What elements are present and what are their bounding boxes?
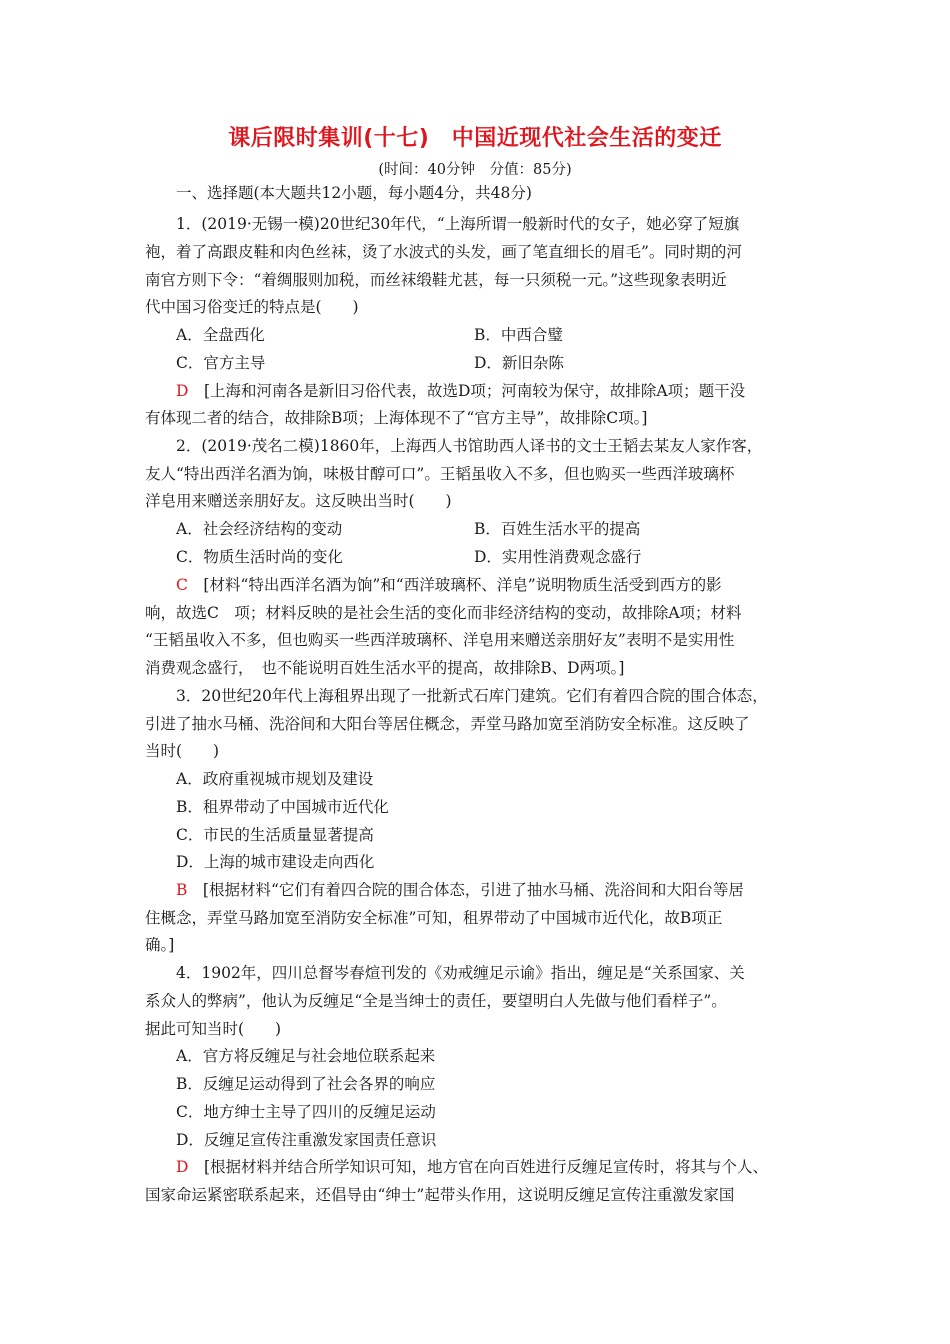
q3-option-d: D．上海的城市建设走向西化	[176, 853, 375, 871]
q1-stem-line: 袍，着了高跟皮鞋和肉色丝袜，烫了水波式的头发，画了笔直细长的眉毛”。同时期的河	[145, 243, 742, 261]
q2-explanation-line: “王韬虽收入不多，但也购买一些西洋玻璃杯、洋皂用来赠送亲朋好友”表明不是实用性	[145, 631, 735, 649]
q3-stem-line: 引进了抽水马桶、洗浴间和大阳台等居住概念，弄堂马路加宽至消防安全标准。这反映了	[145, 715, 750, 733]
q2-answer: C	[176, 576, 188, 594]
q4-stem-line: 据此可知当时( )	[145, 1020, 282, 1038]
q2-option-d: D．实用性消费观念盛行	[474, 548, 642, 566]
q4-stem-line: 系众人的弊病”，他认为反缠足“全是当绅士的责任，要望明白人先做与他们看样子”。	[145, 992, 727, 1010]
q4-answer: D	[176, 1158, 189, 1176]
q3-stem-line: 3．20世纪20年代上海租界出现了一批新式石库门建筑。它们有着四合院的围合体态，	[176, 687, 768, 705]
q1-option-d: D．新旧杂陈	[474, 354, 564, 372]
q2-option-b: B．百姓生活水平的提高	[474, 520, 641, 538]
q1-stem-line: 1．(2019·无锡一模)20世纪30年代，“上海所谓一般新时代的女子，她必穿了短旗	[176, 215, 740, 233]
q3-explanation-line: 住概念，弄堂马路加宽至消防安全标准”可知，租界带动了中国城市近代化，故B项正	[145, 909, 723, 927]
q2-stem-line: 友人“特出西洋名酒为饷，味极甘醇可口”。王韬虽收入不多，但也购买一些西洋玻璃杯	[145, 465, 735, 483]
q2-stem-line: 2．(2019·茂名二模)1860年，上海西人书馆助西人译书的文士王韬去某友人家作客，	[176, 437, 763, 455]
q2-option-a: A．社会经济结构的变动	[176, 520, 343, 538]
q3-explanation-line: 确。]	[145, 936, 175, 954]
q1-option-b: B．中西合璧	[474, 326, 563, 344]
q2-stem-line: 洋皂用来赠送亲朋好友。这反映出当时( )	[145, 492, 452, 510]
q2-explanation: [材料“特出西洋名酒为饷”和“西洋玻璃杯、洋皂”说明物质生活受到西方的影	[203, 576, 722, 594]
q2-answer-line	[176, 575, 722, 595]
q2-explanation-line: 消费观念盛行， 也不能说明百姓生活水平的提高，故排除B、D两项。]	[145, 659, 625, 677]
q1-option-a: A．全盘西化	[176, 326, 265, 344]
q2-option-c: C．物质生活时尚的变化	[176, 548, 343, 566]
q4-option-b: B．反缠足运动得到了社会各界的响应	[176, 1075, 436, 1093]
time-score-info: (时间：40分钟 分值：85分)	[378, 162, 572, 178]
q4-explanation: [根据材料并结合所学知识可知，地方官在向百姓进行反缠足宣传时，将其与个人、	[203, 1158, 769, 1176]
q1-stem-line: 南官方则下令：“着绸服则加税，而丝袜缎鞋尤甚，每一只须税一元。”这些现象表明近	[145, 271, 727, 289]
q4-option-c: C．地方绅士主导了四川的反缠足运动	[176, 1103, 436, 1121]
q3-option-a: A．政府重视城市规划及建设	[176, 770, 374, 788]
q1-explanation-line: 有体现二者的结合，故排除B项；上海体现不了“官方主导”，故排除C项。]	[145, 409, 648, 427]
q3-option-c: C．市民的生活质量显著提高	[176, 826, 374, 844]
q1-option-c: C．官方主导	[176, 354, 266, 372]
q1-answer-line	[176, 381, 745, 401]
q4-answer-line	[176, 1157, 768, 1177]
q3-explanation: [根据材料“它们有着四合院的围合体态，引进了抽水马桶、洗浴间和大阳台等居	[202, 881, 744, 899]
q3-stem-line: 当时( )	[145, 742, 220, 760]
q1-stem-line: 代中国习俗变迁的特点是( )	[145, 298, 359, 316]
q1-explanation: [上海和河南各是新旧习俗代表，故选D项；河南较为保守，故排除A项；题干没	[203, 382, 746, 400]
section-heading: 一、选择题(本大题共12小题，每小题4分，共48分)	[176, 184, 532, 202]
q3-option-b: B．租界带动了中国城市近代化	[176, 798, 389, 816]
q2-explanation-line: 响，故选C 项；材料反映的是社会生活的变化而非经济结构的变动，故排除A项；材料	[145, 604, 742, 622]
page-title: 课后限时集训(十七) 中国近现代社会生活的变迁	[228, 126, 722, 151]
q4-option-a: A．官方将反缠足与社会地位联系起来	[176, 1047, 436, 1065]
q4-explanation-line: 国家命运紧密联系起来，还倡导由“绅士”起带头作用，这说明反缠足宣传注重激发家国	[145, 1186, 735, 1204]
q3-answer: B	[176, 881, 188, 899]
q4-stem-line: 4．1902年，四川总督岑春煊刊发的《劝戒缠足示谕》指出，缠足是“关系国家、关	[176, 964, 745, 982]
q3-answer-line	[176, 880, 744, 900]
q4-option-d: D．反缠足宣传注重激发家国责任意识	[176, 1131, 437, 1149]
q1-answer: D	[176, 382, 189, 400]
